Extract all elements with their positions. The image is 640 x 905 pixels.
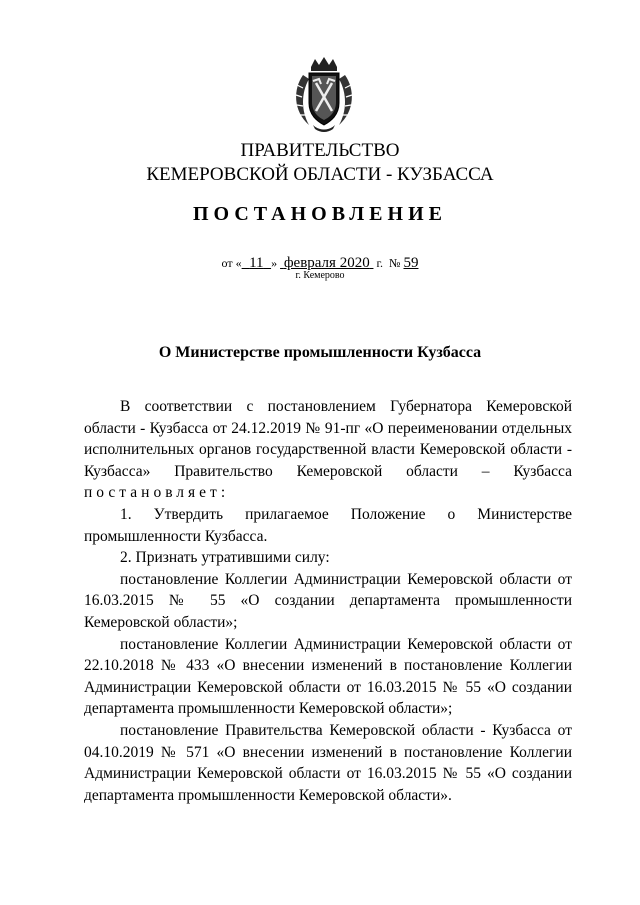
paragraph-item-1: 1. Утвердить прилагаемое Положение о Министерстве промышленности Кузбасса. — [84, 505, 572, 545]
document-number: 59 — [403, 255, 419, 271]
date-day: 11 — [249, 255, 264, 271]
paragraph-repealed-3: постановление Правительства Кемеровской области - Кузбасса от 04.10.2019 № 571 «О внесении изменений в постановление Коллегии Администрации Кемеровской области от 16.03.2015 № 55 «О создании департамента промышленности Кемеровской области». — [84, 721, 572, 804]
date-suffix: г. — [376, 256, 384, 270]
coat-of-arms-icon — [289, 55, 359, 133]
government-name-line2: КЕМЕРОВСКОЙ ОБЛАСТИ - КУЗБАССА — [146, 164, 494, 185]
date-mid: » — [271, 256, 278, 270]
date-month-year: февраля 2020 — [283, 255, 370, 271]
decree-word: постановляет: — [84, 484, 230, 502]
document-type-title: ПОСТАНОВЛЕНИЕ — [193, 203, 447, 225]
paragraph-item-2: 2. Признать утратившими силу: — [120, 549, 330, 567]
document-body — [84, 396, 572, 806]
government-name-line1: ПРАВИТЕЛЬСТВО — [240, 140, 400, 161]
paragraph-repealed-2: постановление Коллегии Администрации Кемеровской области от 22.10.2018 № 433 «О внесении изменений в постановление Коллегии Администрации Кемеровской области от 16.03.2015 № 55 «О создании департамента промышленности Кемеровской области»; — [84, 635, 572, 718]
paragraph-repealed-1: постановление Коллегии Администрации Кемеровской области от 16.03.2015 № 55 «О создании департамента промышленности Кемеровской области»; — [84, 570, 572, 631]
document-subject: О Министерстве промышленности Кузбасса — [158, 344, 482, 361]
paragraph-preamble: В соответствии с постановлением Губернатора Кемеровской области - Кузбасса от 24.12.2019 № 91-пг «О переименовании отдельных исполнительных органов государственной власти Кемеровской области - Кузбасса» Правительство Кемеровской области – Кузбасса постановляет: — [84, 398, 572, 502]
date-prefix: от « — [221, 256, 242, 270]
city-label: г. Кемерово — [295, 270, 345, 281]
number-prefix: № — [389, 256, 401, 270]
